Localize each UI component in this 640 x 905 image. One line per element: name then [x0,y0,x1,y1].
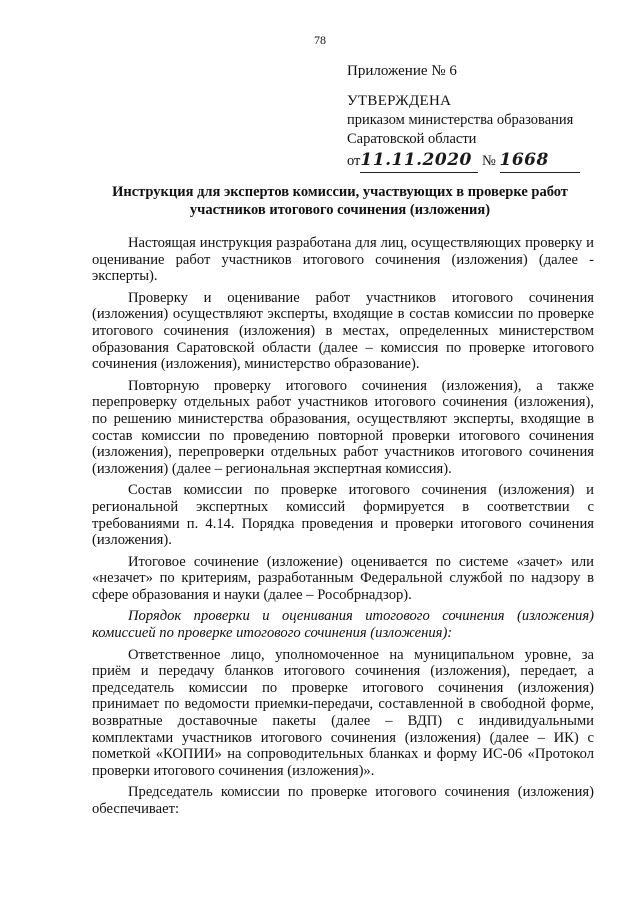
date-prefix: от [347,153,361,169]
handwritten-date: 11.11.2020 [360,150,472,170]
handwritten-number: 1668 [499,150,549,170]
paragraph-composition: Состав комиссии по проверке итогового сочинения (изложения) и региональной экспертных комиссий формируется в соответствии с требованиями п. 4.14. Порядка проведения и проверки итогового сочинения (изложения). [92,482,594,549]
paragraph-chairman: Председатель комиссии по проверке итогового сочинения (изложения) обеспечивает: [92,784,594,817]
paragraph-transfer: Ответственное лицо, уполномоченное на муниципальном уровне, за приём и передачу бланков итогового сочинения (изложения), передает, а председатель комиссии по проверке итогового сочинения (изложения) принимает по ведомости приемки-передачи, составленной в свободной форме, возвратные доставочные пакеты (далее – ВДП) с индивидуальными комплектами участников итогового сочинения (изложения) (далее – ИК) с пометкой «КОПИИ» на сопроводительных бланках и форму ИС-06 «Протокол проверки итогового сочинения (изложения)». [92,646,594,779]
title-line-1: Инструкция для экспертов комиссии, участвующих в проверке работ [112,184,568,200]
page-number: 78 [314,33,326,47]
approval-date-row [347,149,607,173]
number-prefix: № [482,153,496,169]
approval-order-line: приказом министерства образования [347,112,574,128]
document-title [95,183,585,219]
approved-heading: УТВЕРЖДЕНА [347,93,452,109]
paragraph-grading: Итоговое сочинение (изложение) оценивается по системе «зачет» или «незачет» по критериям, разработанным Федеральной службой по надзору в сфере образования и науки (далее – Рособрнадзор). [92,553,594,603]
paragraph-purpose: Настоящая инструкция разработана для лиц, осуществляющих проверку и оценивание работ участников итогового сочинения (изложения) (далее - эксперты). [92,235,594,285]
appendix-label: Приложение № 6 [347,63,457,79]
approval-region-line: Саратовской области [347,131,477,147]
paragraph-procedure-heading: Порядок проверки и оценивания итогового сочинения (изложения) комиссией по проверке итогового сочинения (изложения): [92,608,594,642]
document-body [92,235,594,823]
paragraph-checking: Проверку и оценивание работ участников итогового сочинения (изложения) осуществляют эксперты, входящие в состав комиссии по проверке итогового сочинения (изложения) в местах, определенных министерством образования Саратовской области (далее – комиссия по проверке итогового сочинения (изложения), министерство образование). [92,289,594,373]
paragraph-recheck: Повторную проверку итогового сочинения (изложения), а также перепроверку отдельных работ участников итогового сочинения (изложения), по решению министерства образования, осуществляют эксперты, входящие в состав комиссии по проведению повторной проверки итогового сочинения (изложения), перепроверки отдельных работ участников итогового сочинения (изложения) (далее – региональная экспертная комиссия). [92,377,594,477]
approval-block [347,62,607,173]
title-line-2: участников итогового сочинения (изложения) [189,202,491,218]
